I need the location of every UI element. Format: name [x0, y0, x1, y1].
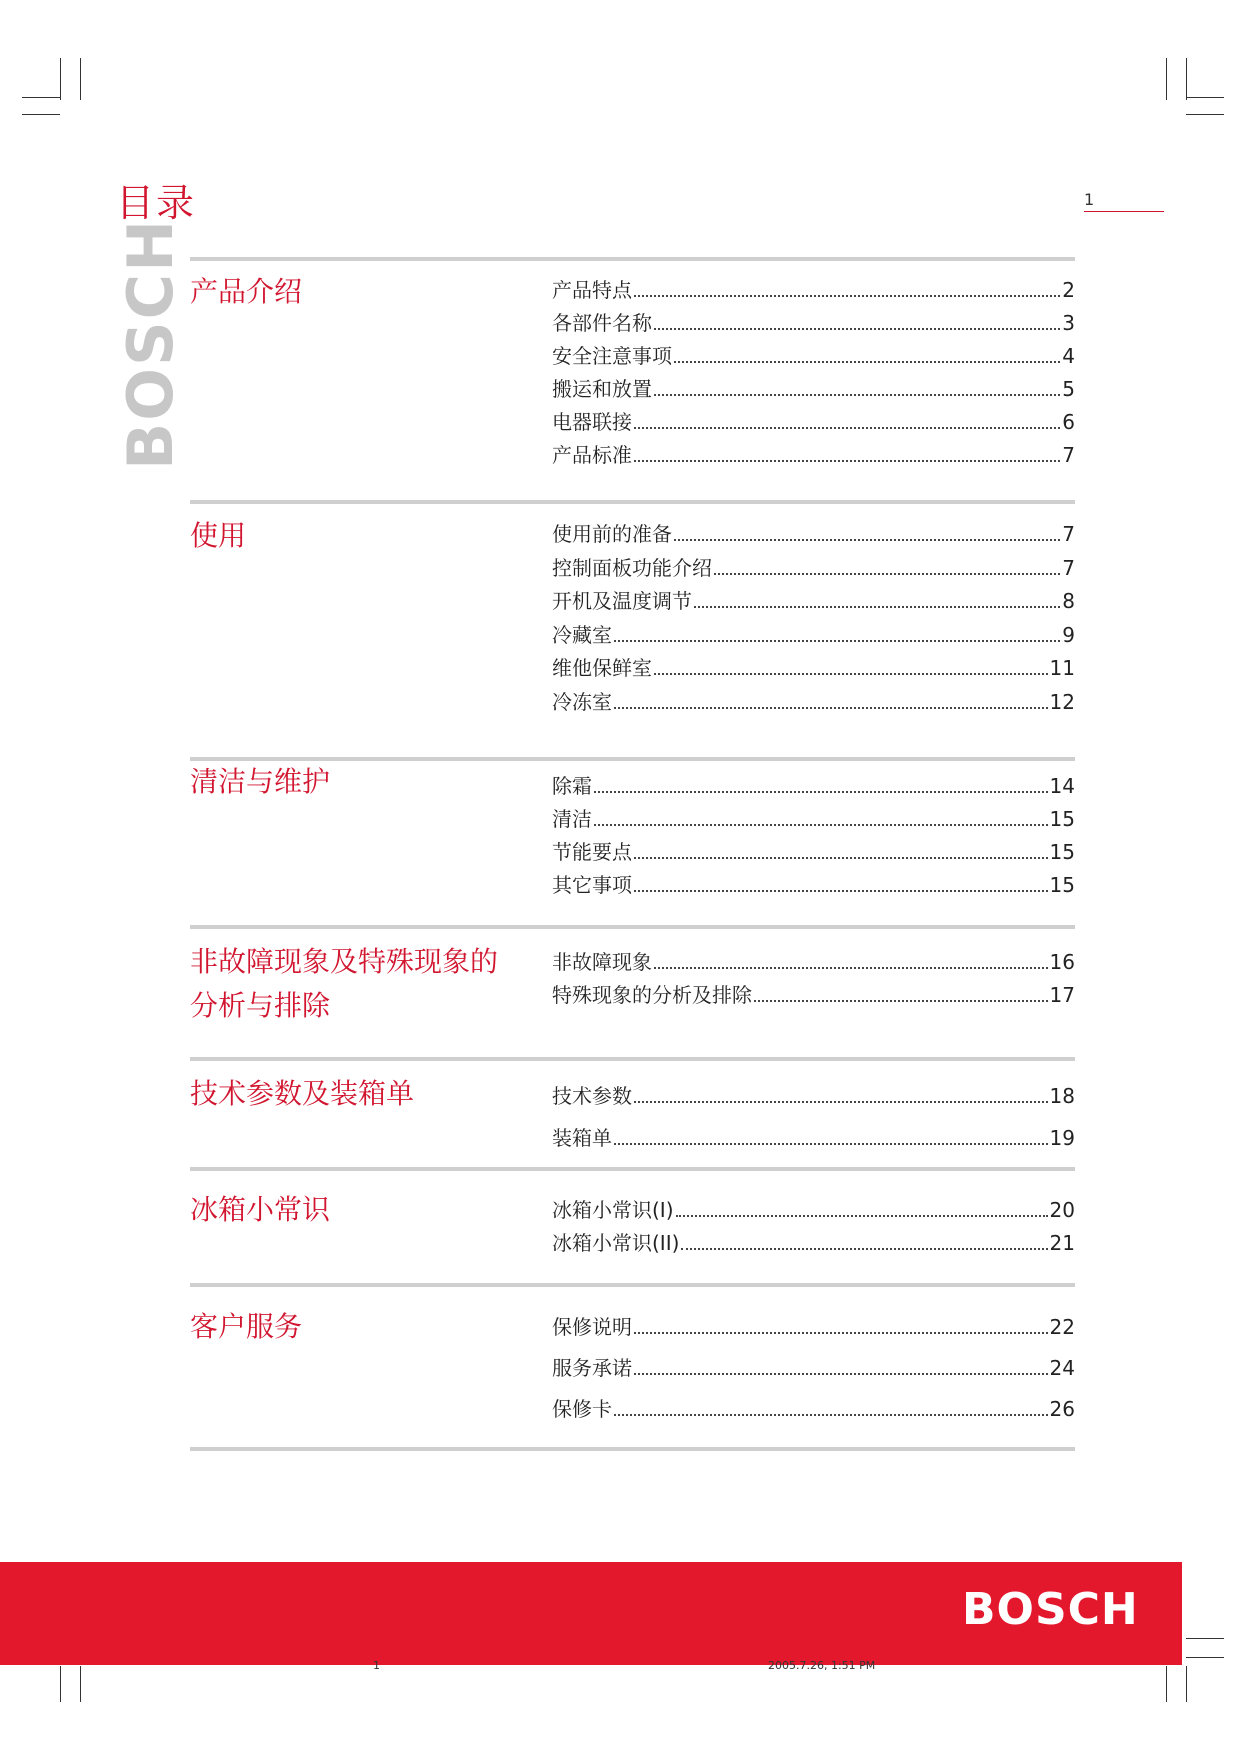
- crop-mark: [1186, 114, 1224, 115]
- section-title: 非故障现象及特殊现象的分析与排除: [190, 945, 499, 1022]
- toc-entry[interactable]: [552, 1080, 1075, 1122]
- section-divider: [190, 1447, 1075, 1451]
- toc-entry[interactable]: [552, 869, 1075, 902]
- dot-leader: [634, 295, 1060, 297]
- toc-entry-page: 21: [1049, 1231, 1075, 1255]
- dot-leader: [634, 1101, 1048, 1103]
- toc-entry-page: 15: [1049, 840, 1075, 864]
- section-divider: [190, 925, 1075, 929]
- bosch-vertical-logo: BOSCH: [114, 217, 187, 470]
- section-title: 使用: [190, 519, 247, 552]
- section-title: 技术参数及装箱单: [190, 1077, 415, 1110]
- toc-entry-page: 7: [1062, 555, 1075, 580]
- crop-mark: [22, 114, 60, 115]
- section-title: 客户服务: [190, 1310, 303, 1343]
- toc-entry-label: 非故障现象: [552, 950, 652, 974]
- crop-mark: [1186, 1657, 1224, 1658]
- dot-leader: [614, 640, 1060, 642]
- toc-entry-list: [552, 274, 1075, 472]
- dot-leader: [634, 857, 1048, 859]
- dot-leader: [634, 1332, 1048, 1334]
- dot-leader: [674, 361, 1060, 363]
- crop-mark: [1166, 1666, 1167, 1702]
- crop-mark: [80, 1666, 81, 1702]
- toc-entry-page: 8: [1062, 589, 1075, 613]
- toc-entry-page: 18: [1049, 1084, 1075, 1108]
- toc-entry-label: 保修说明: [552, 1315, 632, 1339]
- toc-entry[interactable]: [552, 686, 1075, 720]
- toc-entry[interactable]: [552, 946, 1075, 979]
- toc-entry-page: 15: [1049, 807, 1075, 831]
- toc-entry[interactable]: [552, 585, 1075, 619]
- toc-entry[interactable]: [552, 652, 1075, 686]
- toc-entry-page: 16: [1049, 950, 1075, 974]
- toc-entry[interactable]: [552, 979, 1075, 1012]
- dot-leader: [654, 394, 1060, 396]
- dot-leader: [614, 1143, 1048, 1145]
- toc-entry-label: 产品标准: [552, 443, 632, 467]
- dot-leader: [654, 673, 1048, 675]
- crop-mark: [1186, 1666, 1187, 1702]
- toc-entry-page: 3: [1062, 311, 1075, 335]
- toc-entry-page: 7: [1062, 443, 1075, 467]
- toc-entry-label: 电器联接: [552, 410, 632, 434]
- toc-entry[interactable]: [552, 1227, 1075, 1260]
- dot-leader: [676, 1215, 1048, 1217]
- toc-entry-page: 12: [1049, 689, 1075, 714]
- dot-leader: [654, 328, 1060, 330]
- toc-entry-label: 冰箱小常识(I): [552, 1198, 674, 1222]
- toc-entry-label: 冷藏室: [552, 622, 612, 647]
- page-title: 目录: [116, 181, 197, 225]
- toc-entry[interactable]: [552, 1352, 1075, 1393]
- bosch-footer-logo: BOSCH: [962, 1584, 1139, 1635]
- dot-leader: [614, 1414, 1048, 1416]
- toc-entry-page: 17: [1049, 983, 1075, 1007]
- toc-entry-page: 19: [1049, 1126, 1075, 1150]
- section-divider: [190, 1167, 1075, 1171]
- toc-entry[interactable]: [552, 406, 1075, 439]
- toc-entry-page: 11: [1049, 656, 1075, 680]
- dot-leader: [654, 967, 1048, 969]
- toc-entry-page: 24: [1049, 1356, 1075, 1380]
- toc-entry-list: [552, 1194, 1075, 1260]
- toc-entry-label: 安全注意事项: [552, 344, 672, 368]
- toc-entry[interactable]: [552, 518, 1075, 552]
- toc-entry[interactable]: [552, 552, 1075, 586]
- toc-entry-list: [552, 1311, 1075, 1434]
- dot-leader: [594, 791, 1048, 793]
- toc-entry-label: 特殊现象的分析及排除: [552, 983, 752, 1007]
- dot-leader: [634, 460, 1060, 462]
- toc-entry[interactable]: [552, 439, 1075, 472]
- toc-entry-page: 20: [1049, 1198, 1075, 1222]
- toc-entry-label: 其它事项: [552, 873, 632, 897]
- toc-entry[interactable]: [552, 803, 1075, 836]
- section-divider: [190, 500, 1075, 504]
- toc-entry[interactable]: [552, 373, 1075, 406]
- toc-entry[interactable]: [552, 307, 1075, 340]
- toc-entry-label: 开机及温度调节: [552, 589, 692, 613]
- section-title: 清洁与维护: [190, 765, 331, 798]
- toc-entry[interactable]: [552, 1393, 1075, 1434]
- toc-entry-label: 装箱单: [552, 1126, 612, 1150]
- toc-entry-page: 5: [1062, 377, 1075, 401]
- toc-entry[interactable]: [552, 1194, 1075, 1227]
- toc-entry-page: 14: [1049, 774, 1075, 798]
- toc-entry-list: [552, 946, 1075, 1012]
- toc-entry[interactable]: [552, 340, 1075, 373]
- toc-entry-page: 9: [1062, 622, 1075, 647]
- section-divider: [190, 1283, 1075, 1287]
- toc-entry-page: 22: [1049, 1315, 1075, 1339]
- toc-entry-label: 节能要点: [552, 840, 632, 864]
- toc-entry-page: 15: [1049, 873, 1075, 897]
- toc-entry[interactable]: [552, 274, 1075, 307]
- section-divider: [190, 1057, 1075, 1061]
- crop-mark: [1166, 58, 1167, 100]
- toc-entry-list: [552, 518, 1075, 719]
- toc-entry-list: [552, 1080, 1075, 1164]
- crop-mark: [80, 58, 81, 100]
- crop-mark: [1186, 58, 1187, 100]
- crop-mark: [60, 1666, 61, 1702]
- dot-leader: [634, 427, 1060, 429]
- section-title: 冰箱小常识: [190, 1193, 331, 1226]
- toc-entry[interactable]: [552, 1122, 1075, 1164]
- dot-leader: [714, 573, 1060, 575]
- dot-leader: [614, 707, 1048, 709]
- section-title: 产品介绍: [190, 275, 303, 308]
- page-number: 1: [1084, 190, 1164, 212]
- toc-entry-label: 搬运和放置: [552, 377, 652, 401]
- toc-entry-label: 冷冻室: [552, 689, 612, 714]
- dot-leader: [674, 539, 1060, 541]
- toc-entry[interactable]: [552, 836, 1075, 869]
- slug-timestamp: 2005.7.26, 1:51 PM: [768, 1659, 876, 1672]
- toc-entry-label: 保修卡: [552, 1397, 612, 1421]
- toc-entry-label: 服务承诺: [552, 1356, 632, 1380]
- toc-entry-page: 2: [1062, 278, 1075, 302]
- crop-mark: [1186, 97, 1224, 98]
- toc-entry[interactable]: [552, 770, 1075, 803]
- dot-leader: [754, 1000, 1048, 1002]
- toc-entry-label: 控制面板功能介绍: [552, 555, 712, 580]
- crop-mark: [60, 58, 61, 100]
- crop-mark: [1186, 1638, 1224, 1639]
- dot-leader: [594, 824, 1048, 826]
- toc-entry[interactable]: [552, 619, 1075, 653]
- toc-entry[interactable]: [552, 1311, 1075, 1352]
- toc-entry-page: 6: [1062, 410, 1075, 434]
- toc-entry-label: 除霜: [552, 774, 592, 798]
- section-divider: [190, 257, 1075, 261]
- toc-entry-page: 26: [1049, 1397, 1075, 1421]
- toc-entry-label: 使用前的准备: [552, 522, 672, 546]
- crop-mark: [22, 97, 60, 98]
- toc-entry-label: 技术参数: [552, 1084, 632, 1108]
- toc-entry-label: 维他保鲜室: [552, 656, 652, 680]
- toc-entry-label: 清洁: [552, 807, 592, 831]
- toc-entry-label: 各部件名称: [552, 311, 652, 335]
- dot-leader: [681, 1248, 1047, 1250]
- toc-entry-label: 产品特点: [552, 278, 632, 302]
- dot-leader: [694, 606, 1060, 608]
- toc-entry-page: 7: [1062, 522, 1075, 546]
- toc-entry-page: 4: [1062, 344, 1075, 368]
- toc-entry-list: [552, 770, 1075, 902]
- dot-leader: [634, 1373, 1048, 1375]
- toc-entry-label: 冰箱小常识(II): [552, 1231, 680, 1255]
- dot-leader: [634, 890, 1048, 892]
- slug-page-number: 1: [373, 1659, 380, 1672]
